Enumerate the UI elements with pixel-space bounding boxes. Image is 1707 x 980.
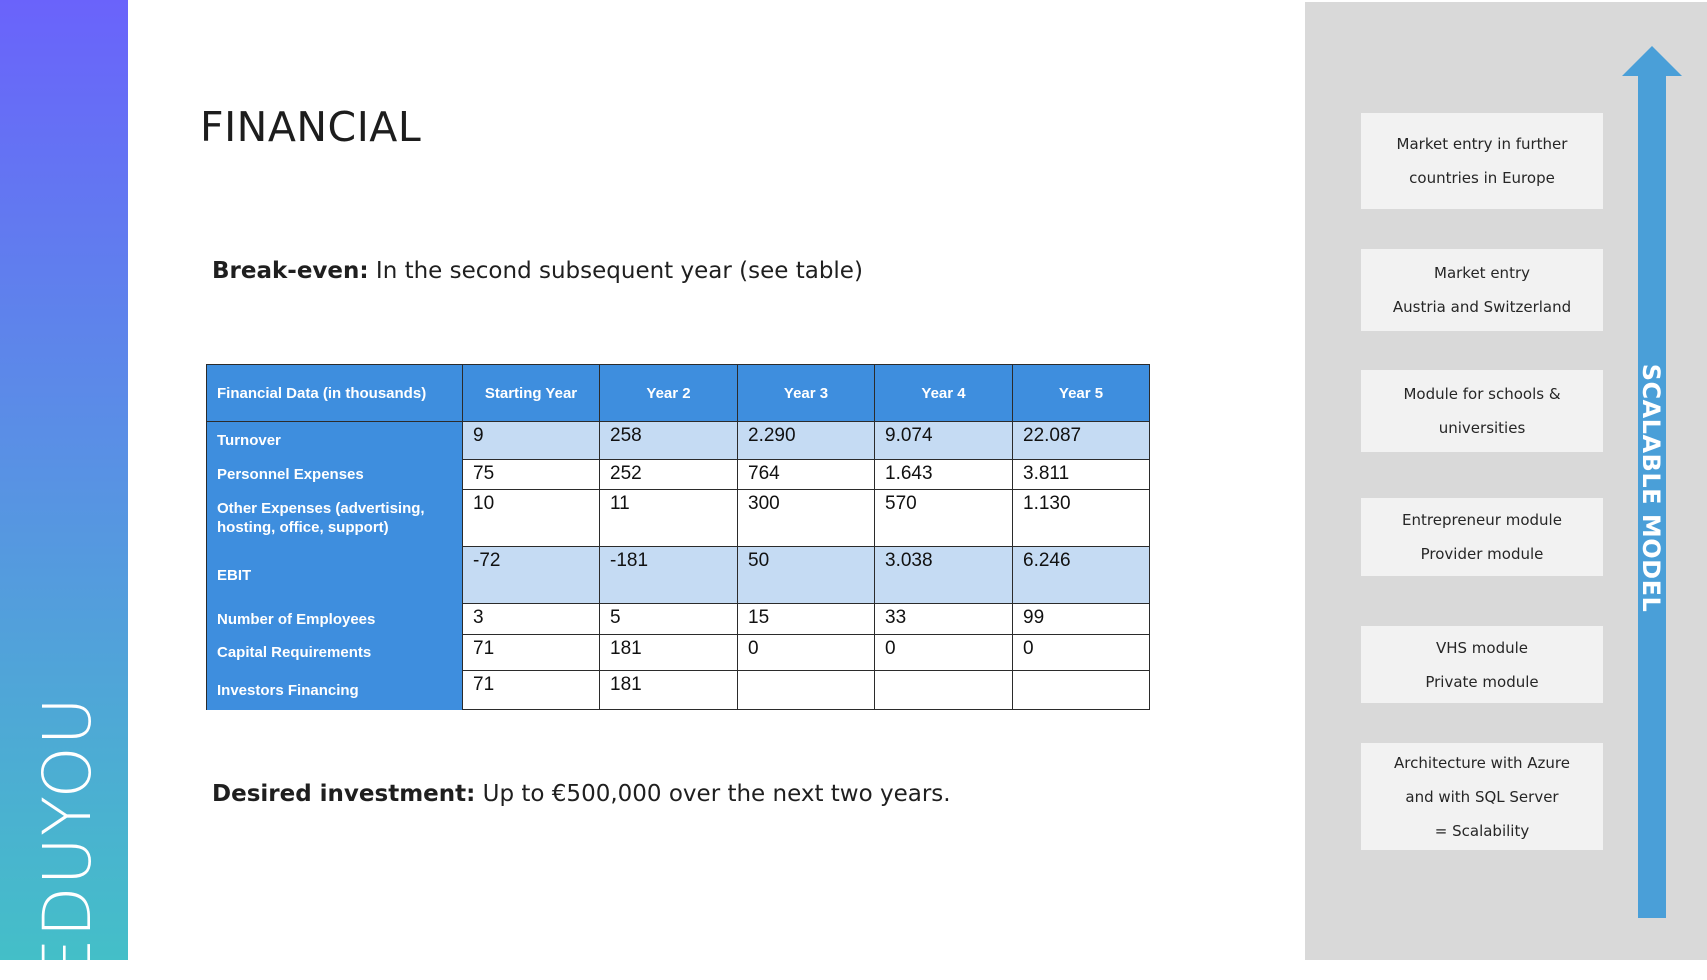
card-line: Module for schools &: [1403, 385, 1561, 403]
card-line: = Scalability: [1434, 821, 1530, 840]
eduyou-logo: EDUYOU: [29, 696, 106, 980]
roadmap-card: [1361, 743, 1603, 850]
card-line: Architecture with Azure: [1394, 753, 1570, 772]
table-cell: 258: [600, 422, 738, 460]
table-cell: 9.074: [875, 422, 1013, 460]
investment-statement: [212, 781, 951, 807]
table-cell: 50: [738, 547, 875, 604]
column-header: Financial Data (in thousands): [207, 365, 463, 422]
break-even-statement: [212, 258, 863, 284]
column-header: Year 5: [1013, 365, 1150, 422]
row-label: Other Expenses (advertising, hosting, office, support): [207, 490, 463, 547]
table-cell: 3: [463, 604, 600, 635]
table-cell: 181: [600, 635, 738, 671]
table-cell: 2.290: [738, 422, 875, 460]
roadmap-card: [1361, 626, 1603, 703]
table-row: [207, 671, 1150, 710]
table-row: [207, 490, 1150, 547]
table-cell: 15: [738, 604, 875, 635]
table-cell: 71: [463, 635, 600, 671]
table-cell: 5: [600, 604, 738, 635]
table-cell: 570: [875, 490, 1013, 547]
row-label: Number of Employees: [207, 604, 463, 635]
row-label: Capital Requirements: [207, 635, 463, 671]
table-cell: 764: [738, 460, 875, 490]
table-row: [207, 460, 1150, 490]
table-cell: 1.130: [1013, 490, 1150, 547]
card-line: universities: [1438, 419, 1526, 437]
table-cell: 1.643: [875, 460, 1013, 490]
table-cell: 300: [738, 490, 875, 547]
table-cell: 22.087: [1013, 422, 1150, 460]
card-line: Private module: [1425, 672, 1539, 691]
table-cell: [1013, 671, 1150, 710]
column-header: Year 4: [875, 365, 1013, 422]
card-line: Austria and Switzerland: [1392, 298, 1572, 316]
table-row: [207, 635, 1150, 671]
roadmap-card: [1361, 498, 1603, 576]
slide-title: FINANCIAL: [200, 103, 422, 151]
table-cell: 181: [600, 671, 738, 710]
table-cell: 99: [1013, 604, 1150, 635]
table-row: [207, 422, 1150, 460]
roadmap-card: [1361, 249, 1603, 331]
table-cell: [738, 671, 875, 710]
table-cell: 0: [875, 635, 1013, 671]
roadmap-card: [1361, 113, 1603, 209]
table-cell: 9: [463, 422, 600, 460]
financial-table: [206, 364, 1150, 710]
row-label: Turnover: [207, 422, 463, 460]
card-line: Market entry: [1434, 264, 1530, 282]
investment-label: Desired investment:: [212, 781, 476, 807]
table-row: [207, 604, 1150, 635]
table-cell: 3.038: [875, 547, 1013, 604]
table-cell: 10: [463, 490, 600, 547]
table-cell: 3.811: [1013, 460, 1150, 490]
column-header: Starting Year: [463, 365, 600, 422]
break-even-text: In the second subsequent year (see table): [368, 258, 863, 284]
card-line: Entrepreneur module: [1402, 511, 1562, 529]
card-line: VHS module: [1435, 638, 1529, 657]
card-line: Market entry in further: [1396, 135, 1568, 153]
table-cell: 0: [1013, 635, 1150, 671]
table-cell: 71: [463, 671, 600, 710]
column-header: Year 2: [600, 365, 738, 422]
column-header: Year 3: [738, 365, 875, 422]
break-even-label: Break-even:: [212, 258, 369, 284]
table-row: [207, 547, 1150, 604]
row-label: EBIT: [207, 547, 463, 604]
table-header-row: [207, 365, 1150, 422]
table-cell: 11: [600, 490, 738, 547]
investment-text: Up to €500,000 over the next two years.: [475, 781, 951, 807]
card-line: countries in Europe: [1409, 169, 1555, 187]
row-label: Personnel Expenses: [207, 460, 463, 490]
table-cell: [875, 671, 1013, 710]
table-cell: -72: [463, 547, 600, 604]
table-cell: -181: [600, 547, 738, 604]
roadmap-card: [1361, 370, 1603, 452]
table-cell: 0: [738, 635, 875, 671]
table-cell: 33: [875, 604, 1013, 635]
table-cell: 75: [463, 460, 600, 490]
row-label: Investors Financing: [207, 671, 463, 710]
card-line: Provider module: [1420, 545, 1544, 563]
table-cell: 6.246: [1013, 547, 1150, 604]
table-cell: 252: [600, 460, 738, 490]
card-line: and with SQL Server: [1405, 787, 1559, 806]
arrow-label: SCALABLE MODEL: [1637, 363, 1665, 613]
